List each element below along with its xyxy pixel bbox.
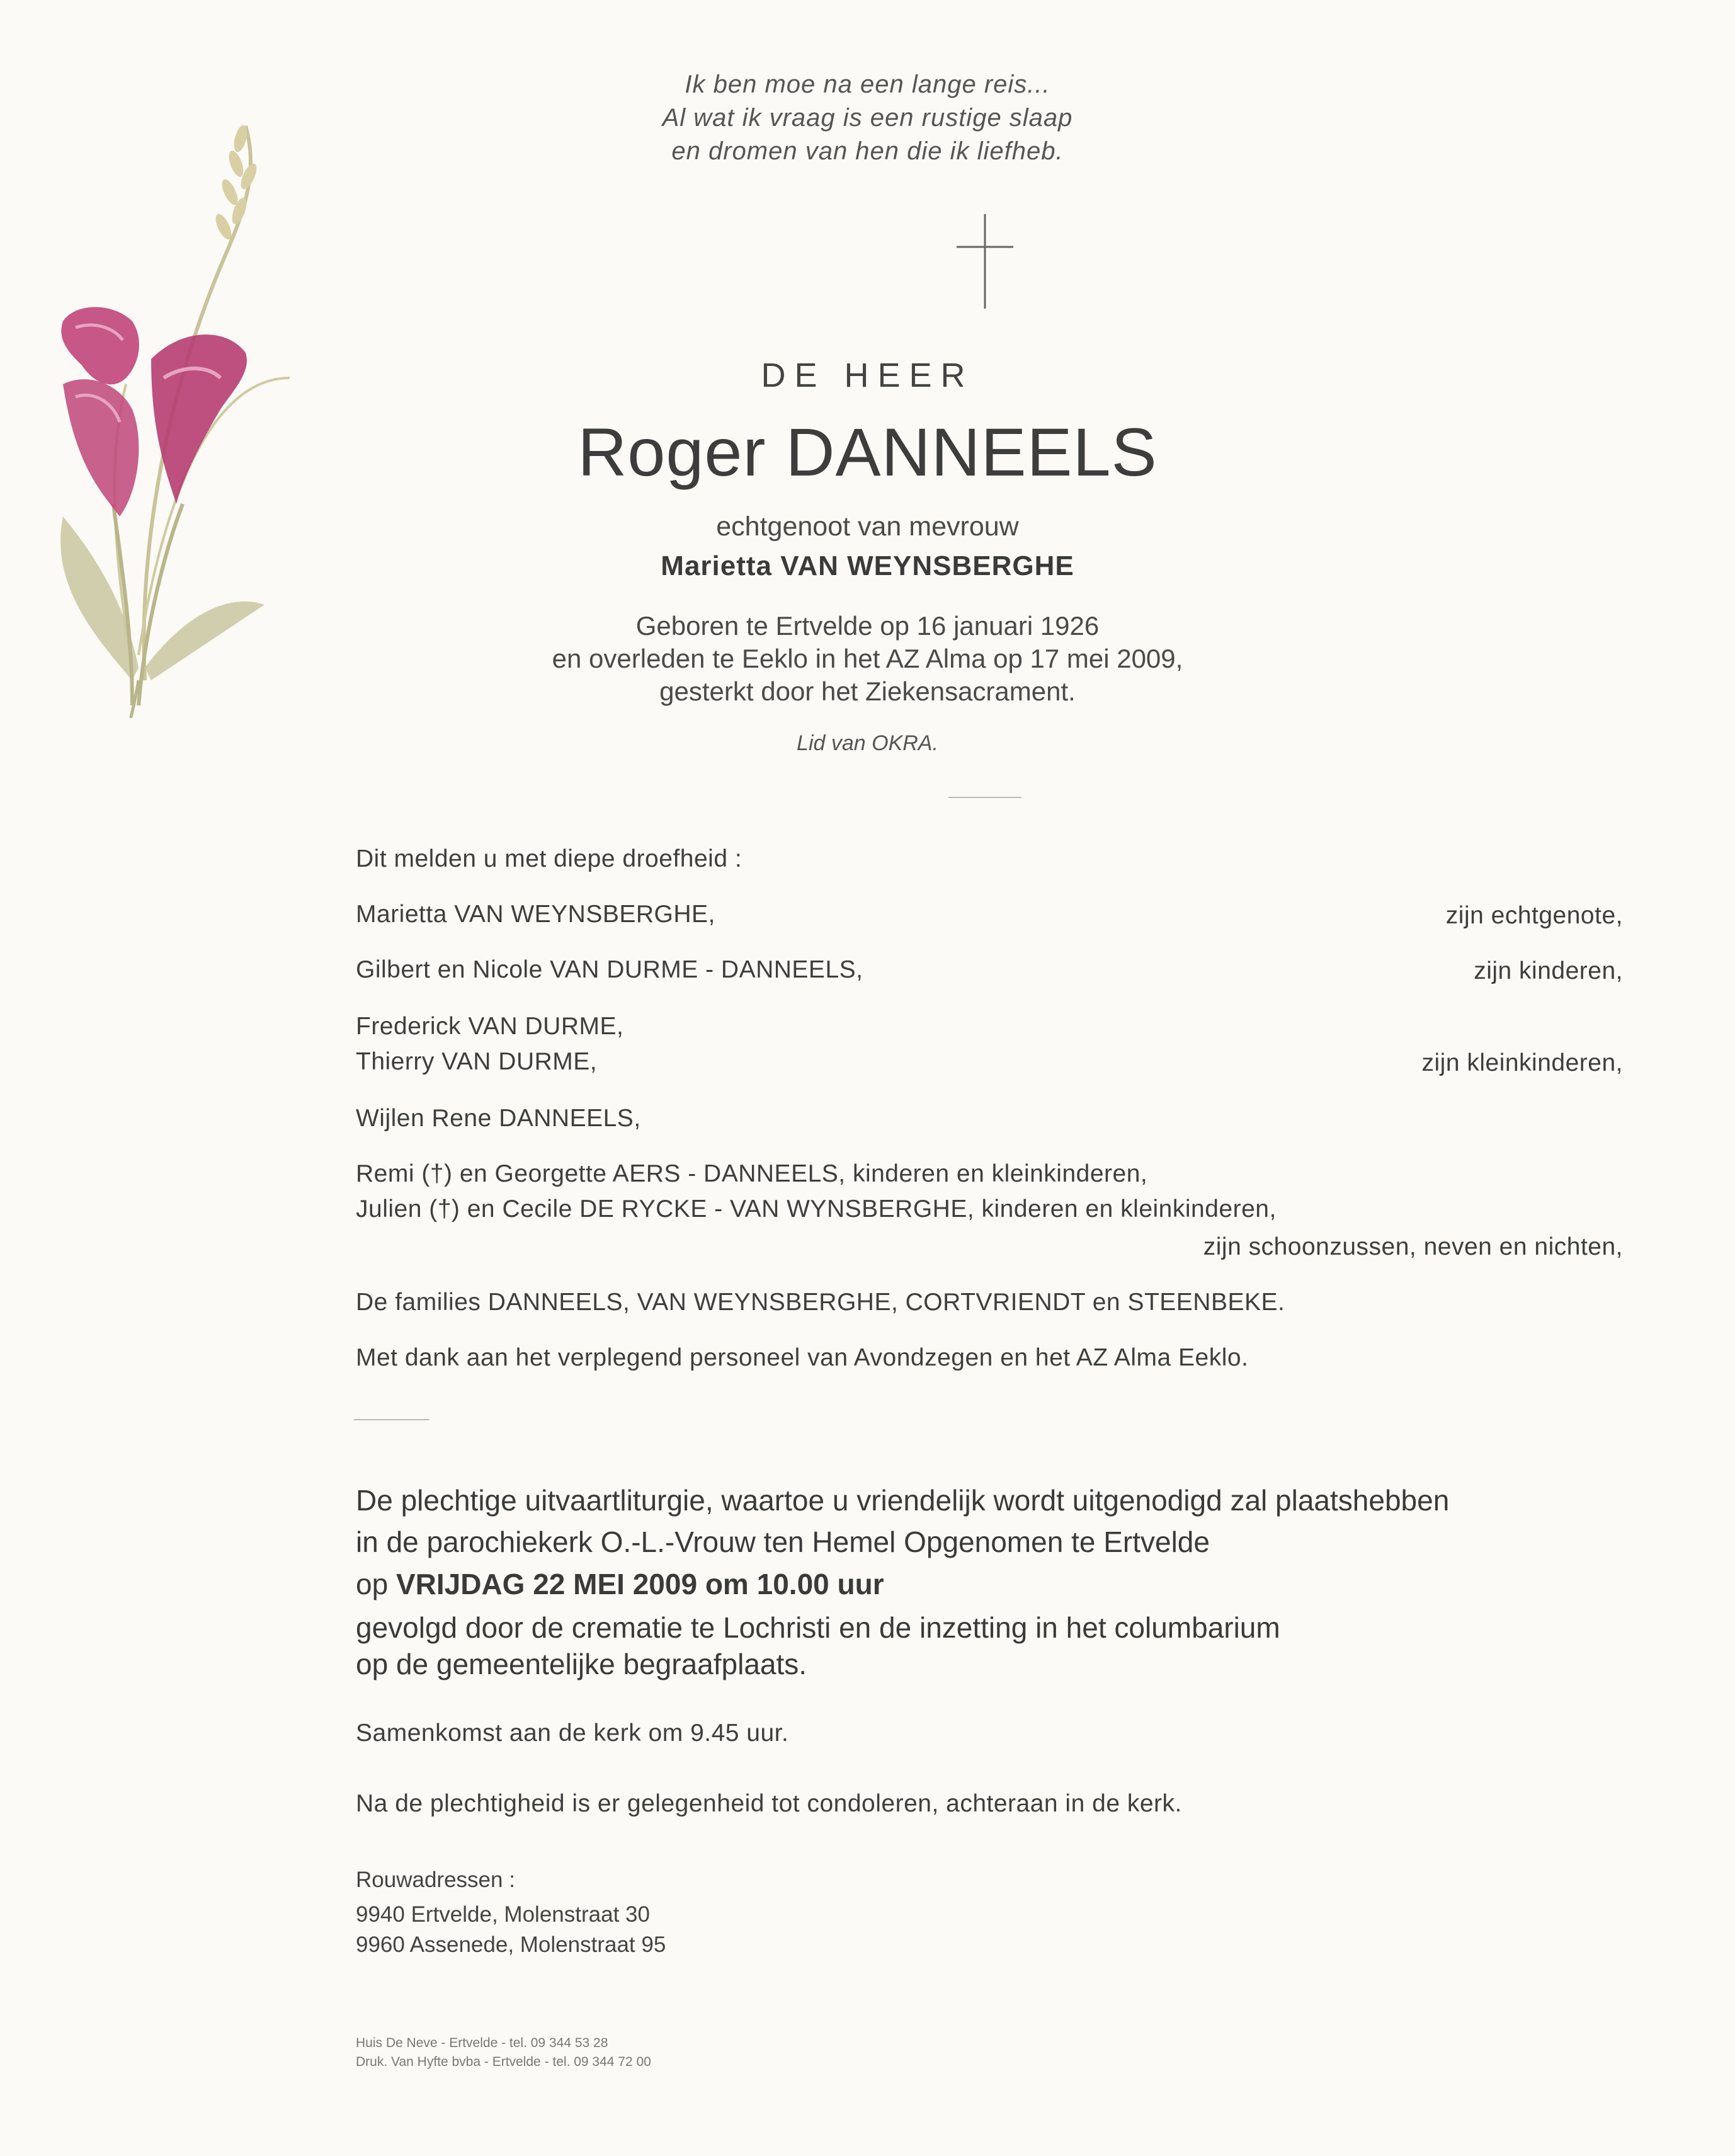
- life-line: gesterkt door het Ziekensacrament.: [659, 676, 1076, 706]
- family-relation: zijn kleinkinderen,: [1421, 1049, 1623, 1076]
- funeral-line: gevolgd door de crematie te Lochristi en de inzetting in het columbarium: [356, 1611, 1280, 1644]
- footer-line: Druk. Van Hyfte bvba - Ertvelde - tel. 09 344 72 00: [356, 2055, 651, 2069]
- family-member: Gilbert en Nicole VAN DURME - DANNEELS,: [356, 956, 863, 983]
- spouse-intro: echtgenoot van mevrouw: [716, 511, 1019, 542]
- family-relation: zijn schoonzussen, neven en nichten,: [1203, 1233, 1623, 1260]
- family-member: Julien (†) en Cecile DE RYCKE - VAN WYNSBERGHE, kinderen en kleinkinderen,: [356, 1195, 1277, 1223]
- family-relation: zijn kinderen,: [1474, 957, 1623, 984]
- family-member: Marietta VAN WEYNSBERGHE,: [356, 901, 715, 928]
- condolences-line: Na de plechtigheid is er gelegenheid tot condoleren, achteraan in de kerk.: [356, 1790, 1182, 1817]
- footer-line: Huis De Neve - Ertvelde - tel. 09 344 53 28: [356, 2036, 608, 2050]
- life-details: [0, 610, 1735, 708]
- life-line: Geboren te Ertvelde op 16 januari 1926: [635, 611, 1100, 641]
- honorific-title: DE HEER: [761, 356, 974, 394]
- funeral-line: in de parochiekerk O.-L.-Vrouw ten Hemel Opgenomen te Ertvelde: [356, 1526, 1210, 1558]
- poem-line: en dromen van hen die ik liefheb.: [671, 137, 1064, 165]
- funeral-date-line: [356, 1567, 884, 1601]
- poem-line: Ik ben moe na een lange reis...: [685, 71, 1050, 98]
- date-prefix: op: [356, 1568, 389, 1600]
- deceased-name: Roger DANNEELS: [577, 414, 1158, 490]
- funeral-line: op de gemeentelijke begraafplaats.: [356, 1648, 807, 1680]
- family-member: Wijlen Rene DANNEELS,: [356, 1105, 641, 1132]
- address: 9940 Ertvelde, Molenstraat 30: [356, 1902, 650, 1927]
- life-line: en overleden te Eeklo in het AZ Alma op 17 mei 2009,: [552, 644, 1183, 673]
- funeral-date: VRIJDAG 22 MEI 2009 om 10.00 uur: [395, 1568, 884, 1600]
- family-member: Frederick VAN DURME,: [356, 1013, 624, 1040]
- cross-icon: [953, 214, 1016, 309]
- divider: [354, 1419, 429, 1420]
- poem: [0, 68, 1735, 168]
- families-line: De families DANNEELS, VAN WEYNSBERGHE, CORTVRIENDT en STEENBEKE.: [356, 1289, 1285, 1316]
- announcement-intro: Dit melden u met diepe droefheid :: [356, 845, 742, 872]
- family-member: Thierry VAN DURME,: [356, 1048, 598, 1075]
- funeral-line: De plechtige uitvaartliturgie, waartoe u vriendelijk wordt uitgenodigd zal plaatshebben: [356, 1484, 1450, 1517]
- thanks-line: Met dank aan het verplegend personeel van Avondzegen en het AZ Alma Eeklo.: [356, 1344, 1249, 1371]
- poem-line: Al wat ik vraag is een rustige slaap: [662, 104, 1073, 132]
- divider: [948, 797, 1021, 798]
- family-relation: zijn echtgenote,: [1445, 902, 1623, 929]
- addresses-label: Rouwadressen :: [356, 1868, 515, 1892]
- family-member: Remi (†) en Georgette AERS - DANNEELS, kinderen en kleinkinderen,: [356, 1160, 1148, 1187]
- membership: Lid van OKRA.: [797, 731, 938, 755]
- address: 9960 Assenede, Molenstraat 95: [356, 1932, 666, 1957]
- gathering-line: Samenkomst aan de kerk om 9.45 uur.: [356, 1720, 789, 1747]
- spouse-name: Marietta VAN WEYNSBERGHE: [661, 550, 1074, 581]
